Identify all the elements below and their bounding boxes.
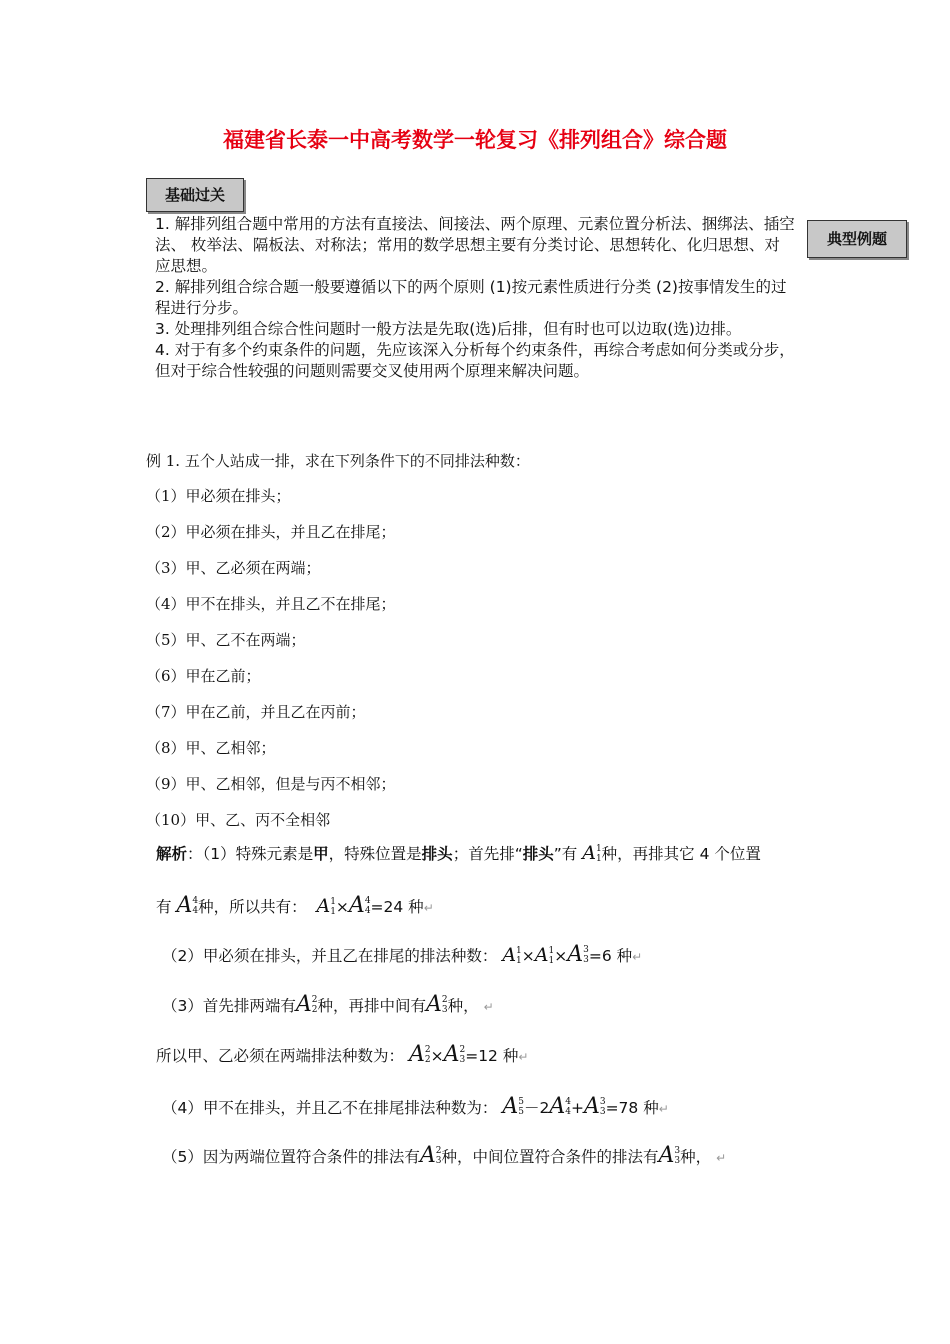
basics-item-4: 4. 对于有多个约束条件的问题，先应该深入分析每个约束条件，再综合考虑如何分类或分步，但对于综合性较强的问题则需要交叉使用两个原理来解决问题。 (155, 341, 795, 380)
formula-A-1-1: A 1 1 (534, 944, 555, 966)
example-item-10: （10）甲、乙、丙不全相邻 (146, 811, 331, 829)
basics-item-2: 2. 解排列组合综合题一般要遵循以下的两个原则 (1)按元素性质进行分类 (2)按事情发生的过程进行分步。 (155, 278, 787, 317)
formula-A-2-2: A 2 2 (295, 992, 318, 1017)
solution-line-7: （5）因为两端位置符合条件的排法有A 2 3 种，中间位置符合条件的排法有A 3 3 种， ↵ (162, 1143, 727, 1168)
formula-A-3-3: A 3 3 (583, 1094, 606, 1119)
basics-list (155, 214, 795, 382)
page-title: 福建省长泰一中高考数学一轮复习《排列组合》综合题 (223, 128, 727, 152)
formula-A-3-2: A 2 3 (443, 1042, 466, 1067)
formula-A-5-5: A 5 5 (502, 1094, 524, 1119)
example-item-8: （8）甲、乙相邻； (146, 739, 276, 757)
solution-line-6: （4）甲不在排头，并且乙不在排尾排法种数为： A 5 5 －2A 4 4 +A 3 3 =78 种↵ (162, 1094, 669, 1119)
example-item-6: （6）甲在乙前； (146, 667, 261, 685)
formula-A-3-2: A 2 3 (419, 1143, 442, 1168)
formula-A-3-3: A 3 3 (567, 942, 589, 967)
example-item-4: （4）甲不在排头，并且乙不在排尾； (146, 595, 396, 613)
example-item-2: （2）甲必须在排头，并且乙在排尾； (146, 523, 396, 541)
solution-line-2: 有 A 4 4 种，所以共有： A 1 1 ×A 4 4 =24 种↵ (156, 893, 434, 918)
formula-A-4-4: A 4 4 (348, 893, 371, 918)
example-item-7: （7）甲在乙前，并且乙在丙前； (146, 703, 366, 721)
example-item-5: （5）甲、乙不在两端； (146, 631, 306, 649)
section-tag-example: 典型例题 (807, 220, 907, 258)
formula-A-2-2: A 2 2 (408, 1042, 431, 1067)
formula-A-1-1: A 1 1 (582, 842, 602, 864)
formula-A-3-2: A 2 3 (426, 992, 448, 1017)
solution-line-3: （2）甲必须在排头，并且乙在排尾的排法种数： A 1 1 ×A 1 1 ×A 3 3 =6 种↵ (162, 942, 643, 967)
formula-A-4-4: A 4 4 (549, 1094, 571, 1119)
solution-line-1: 解析：（1）特殊元素是甲，特殊位置是排头；首先排“排头”有 A 1 1 种，再排其它 4 个位置 (156, 842, 761, 864)
example-item-3: （3）甲、乙必须在两端； (146, 559, 321, 577)
solution-line-5: 所以甲、乙必须在两端排法种数为： A 2 2 ×A 2 3 =12 种↵ (156, 1042, 529, 1067)
example-item-1: （1）甲必须在排头； (146, 487, 291, 505)
basics-item-1: 1. 解排列组合题中常用的方法有直接法、间接法、两个原理、元素位置分析法、捆绑法、插空法、 枚举法、隔板法、对称法；常用的数学思想主要有分类讨论、思想转化、化归思想、对应思想。 (155, 215, 795, 275)
example-intro: 例 1. 五个人站成一排，求在下列条件下的不同排法种数： (146, 452, 530, 470)
solution-line-4: （3）首先排两端有A 2 2 种，再排中间有A 2 3 种， ↵ (162, 992, 494, 1017)
formula-A-4-4: A 4 4 (176, 893, 199, 918)
section-tag-basic: 基础过关 (146, 178, 244, 212)
formula-A-1-1: A 1 1 (502, 944, 522, 966)
formula-A-3-3: A 3 3 (658, 1143, 681, 1168)
example-item-9: （9）甲、乙相邻，但是与丙不相邻； (146, 775, 396, 793)
basics-item-3: 3. 处理排列组合综合性问题时一般方法是先取(选)后排，但有时也可以边取(选)边排。 (155, 320, 742, 338)
formula-A-1-1: A 1 1 (316, 895, 336, 917)
